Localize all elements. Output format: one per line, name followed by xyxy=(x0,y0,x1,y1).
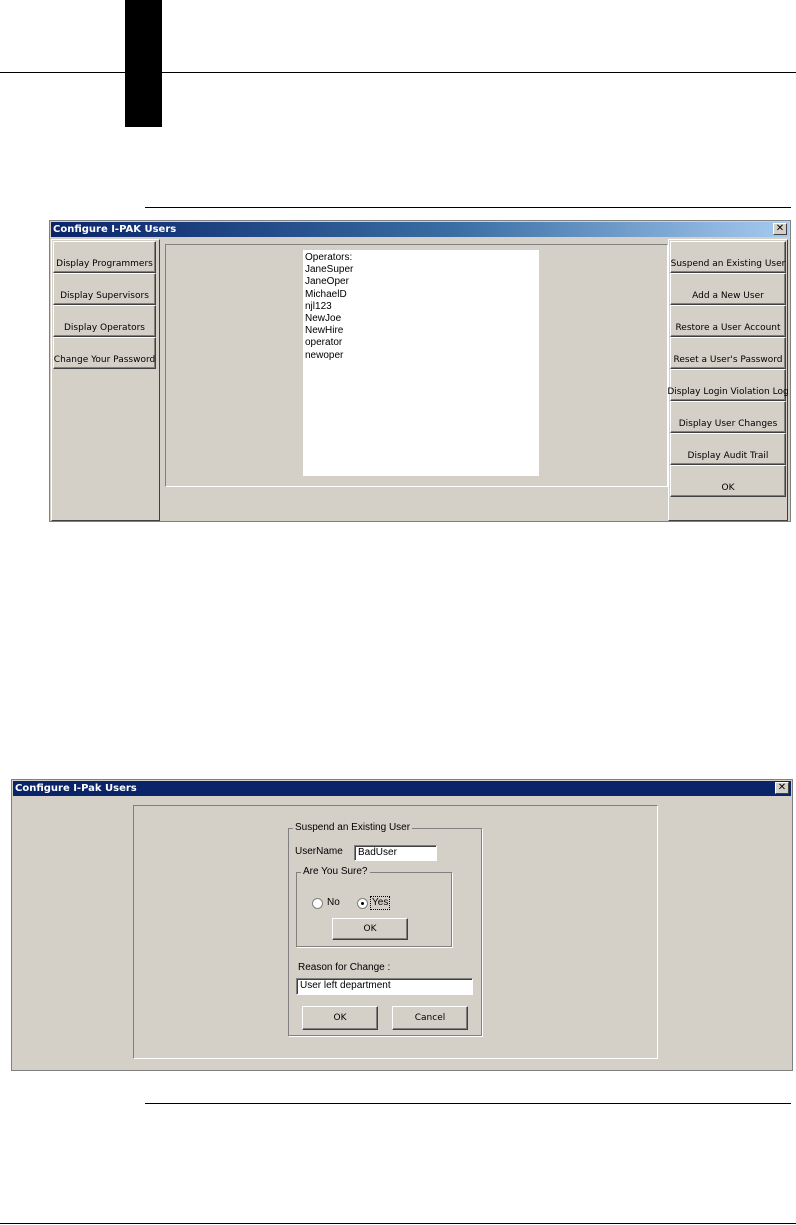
list-item[interactable]: NewJoe xyxy=(305,313,342,325)
chapter-tab-marker xyxy=(125,0,162,127)
reason-label: Reason for Change : xyxy=(298,962,391,973)
reason-field[interactable]: User left department xyxy=(296,978,473,995)
footer-rule xyxy=(0,1223,796,1224)
user-changes-button[interactable]: Display User Changes xyxy=(670,401,786,433)
reset-password-button[interactable]: Reset a User's Password xyxy=(670,337,786,369)
radio-yes-label[interactable]: Yes xyxy=(372,897,389,908)
display-operators-button[interactable]: Display Operators xyxy=(53,305,156,337)
list-item[interactable]: NewHire xyxy=(305,325,344,337)
radio-no[interactable] xyxy=(312,898,323,909)
section-rule-top xyxy=(145,207,791,208)
username-field[interactable]: BadUser xyxy=(354,845,437,861)
list-item[interactable]: JaneSuper xyxy=(305,264,354,276)
close-icon[interactable]: ✕ xyxy=(773,223,787,235)
audit-trail-button[interactable]: Display Audit Trail xyxy=(670,433,786,465)
suspend-user-window xyxy=(11,779,793,1071)
list-item[interactable]: Operators: xyxy=(305,252,353,263)
radio-no-label[interactable]: No xyxy=(327,897,340,908)
list-item[interactable]: operator xyxy=(305,337,343,349)
list-item[interactable]: JaneOper xyxy=(305,276,349,288)
header-rule xyxy=(0,72,796,73)
close-icon[interactable]: ✕ xyxy=(775,782,789,794)
add-user-button[interactable]: Add a New User xyxy=(670,273,786,305)
title-bar xyxy=(13,781,791,796)
cancel-button[interactable]: Cancel xyxy=(392,1006,468,1030)
username-label: UserName xyxy=(295,846,343,857)
display-supervisors-button[interactable]: Display Supervisors xyxy=(53,273,156,305)
login-violation-log-button[interactable]: Display Login Violation Log xyxy=(670,369,786,401)
section-rule-bottom xyxy=(145,1103,791,1104)
restore-account-button[interactable]: Restore a User Account xyxy=(670,305,786,337)
list-item[interactable]: njl123 xyxy=(305,300,332,312)
suspend-user-button[interactable]: Suspend an Existing User xyxy=(670,241,786,273)
ok-button[interactable]: OK xyxy=(670,465,786,497)
list-item[interactable]: MichaelD xyxy=(305,288,347,300)
change-password-button[interactable]: Change Your Password xyxy=(53,337,156,369)
ok-button[interactable]: OK xyxy=(302,1006,378,1030)
group-title: Suspend an Existing User xyxy=(295,822,411,833)
radio-selected-dot xyxy=(361,902,364,905)
display-programmers-button[interactable]: Display Programmers xyxy=(53,241,156,273)
radio-yes[interactable] xyxy=(357,898,368,909)
users-listbox[interactable] xyxy=(303,250,539,476)
window-title: Configure I-Pak Users xyxy=(15,783,137,794)
title-bar xyxy=(51,222,789,237)
list-item[interactable]: newoper xyxy=(305,349,344,361)
confirm-group-title: Are You Sure? xyxy=(303,866,368,877)
confirm-ok-button[interactable]: OK xyxy=(332,918,408,940)
configure-users-window xyxy=(49,220,791,522)
window-title: Configure I-PAK Users xyxy=(53,224,177,235)
